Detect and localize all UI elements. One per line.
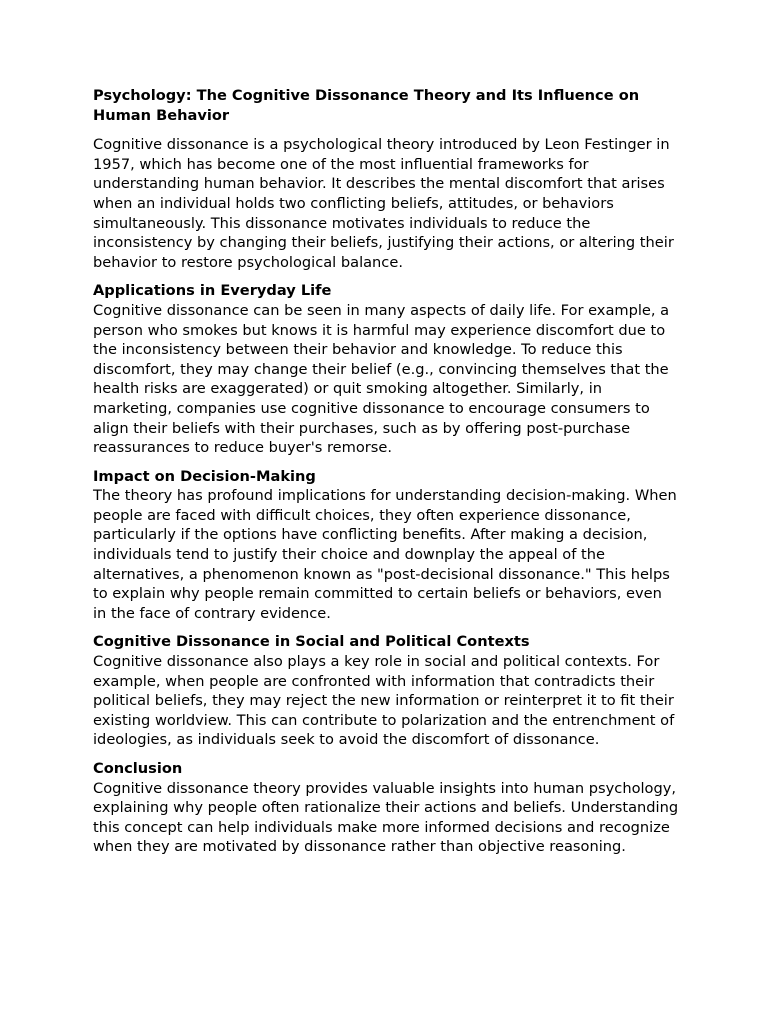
section-body: The theory has profound implications for understanding decision-making. When people are faced with difficult choices, they often experience dissonance, particularly if the options have conflicting benefits. After making a decision, individuals tend to justify their choice and downplay the appeal of the alternatives, a phenomenon known as "post-decisional dissonance." This helps to explain why people remain committed to certain beliefs or behaviors, even in the face of contrary evidence.: [93, 487, 677, 622]
section-body: Cognitive dissonance can be seen in many aspects of daily life. For example, a person who smokes but knows it is harmful may experience discomfort due to the inconsistency between their behavior and knowledge. To reduce this discomfort, they may change their belief (e.g., convincing themselves that the health risks are exaggerated) or quit smoking altogether. Similarly, in marketing, companies use cognitive dissonance to encourage consumers to align their beliefs with their purchases, such as by offering post-purchase reassurances to reduce buyer's remorse.: [93, 301, 670, 457]
document-title: Psychology: The Cognitive Dissonance Theory and Its Influence on Human Behavior: [93, 87, 640, 124]
section-applications: [93, 281, 679, 457]
document-page: [93, 86, 679, 866]
section-body: Cognitive dissonance theory provides valuable insights into human psychology, explaining why people often rationalize their actions and beliefs. Understanding this concept can help individuals make more informed decisions and recognize when they are motivated by dissonance rather than objective reasoning.: [93, 779, 679, 856]
section-social-political: [93, 632, 679, 750]
section-heading: Applications in Everyday Life: [93, 282, 332, 300]
section-heading: Cognitive Dissonance in Social and Political Contexts: [93, 633, 530, 651]
section-body: Cognitive dissonance also plays a key role in social and political contexts. For example, when people are confronted with information that contradicts their political beliefs, they may reject the new information or reinterpret it to fit their existing worldview. This can contribute to polarization and the entrenchment of ideologies, as individuals seek to avoid the discomfort of dissonance.: [93, 653, 675, 749]
section-decision-making: [93, 467, 679, 624]
intro-paragraph: Cognitive dissonance is a psychological theory introduced by Leon Festinger in 1957, which has become one of the most influential frameworks for understanding human behavior. It describes the mental discomfort that arises when an individual holds two conflicting beliefs, attitudes, or behaviors simultaneously. This dissonance motivates individuals to reduce the inconsistency by changing their beliefs, justifying their actions, or altering their behavior to restore psychological balance.: [93, 136, 674, 271]
section-conclusion: [93, 759, 679, 857]
section-heading: Impact on Decision-Making: [93, 467, 316, 485]
section-heading: Conclusion: [93, 760, 183, 777]
